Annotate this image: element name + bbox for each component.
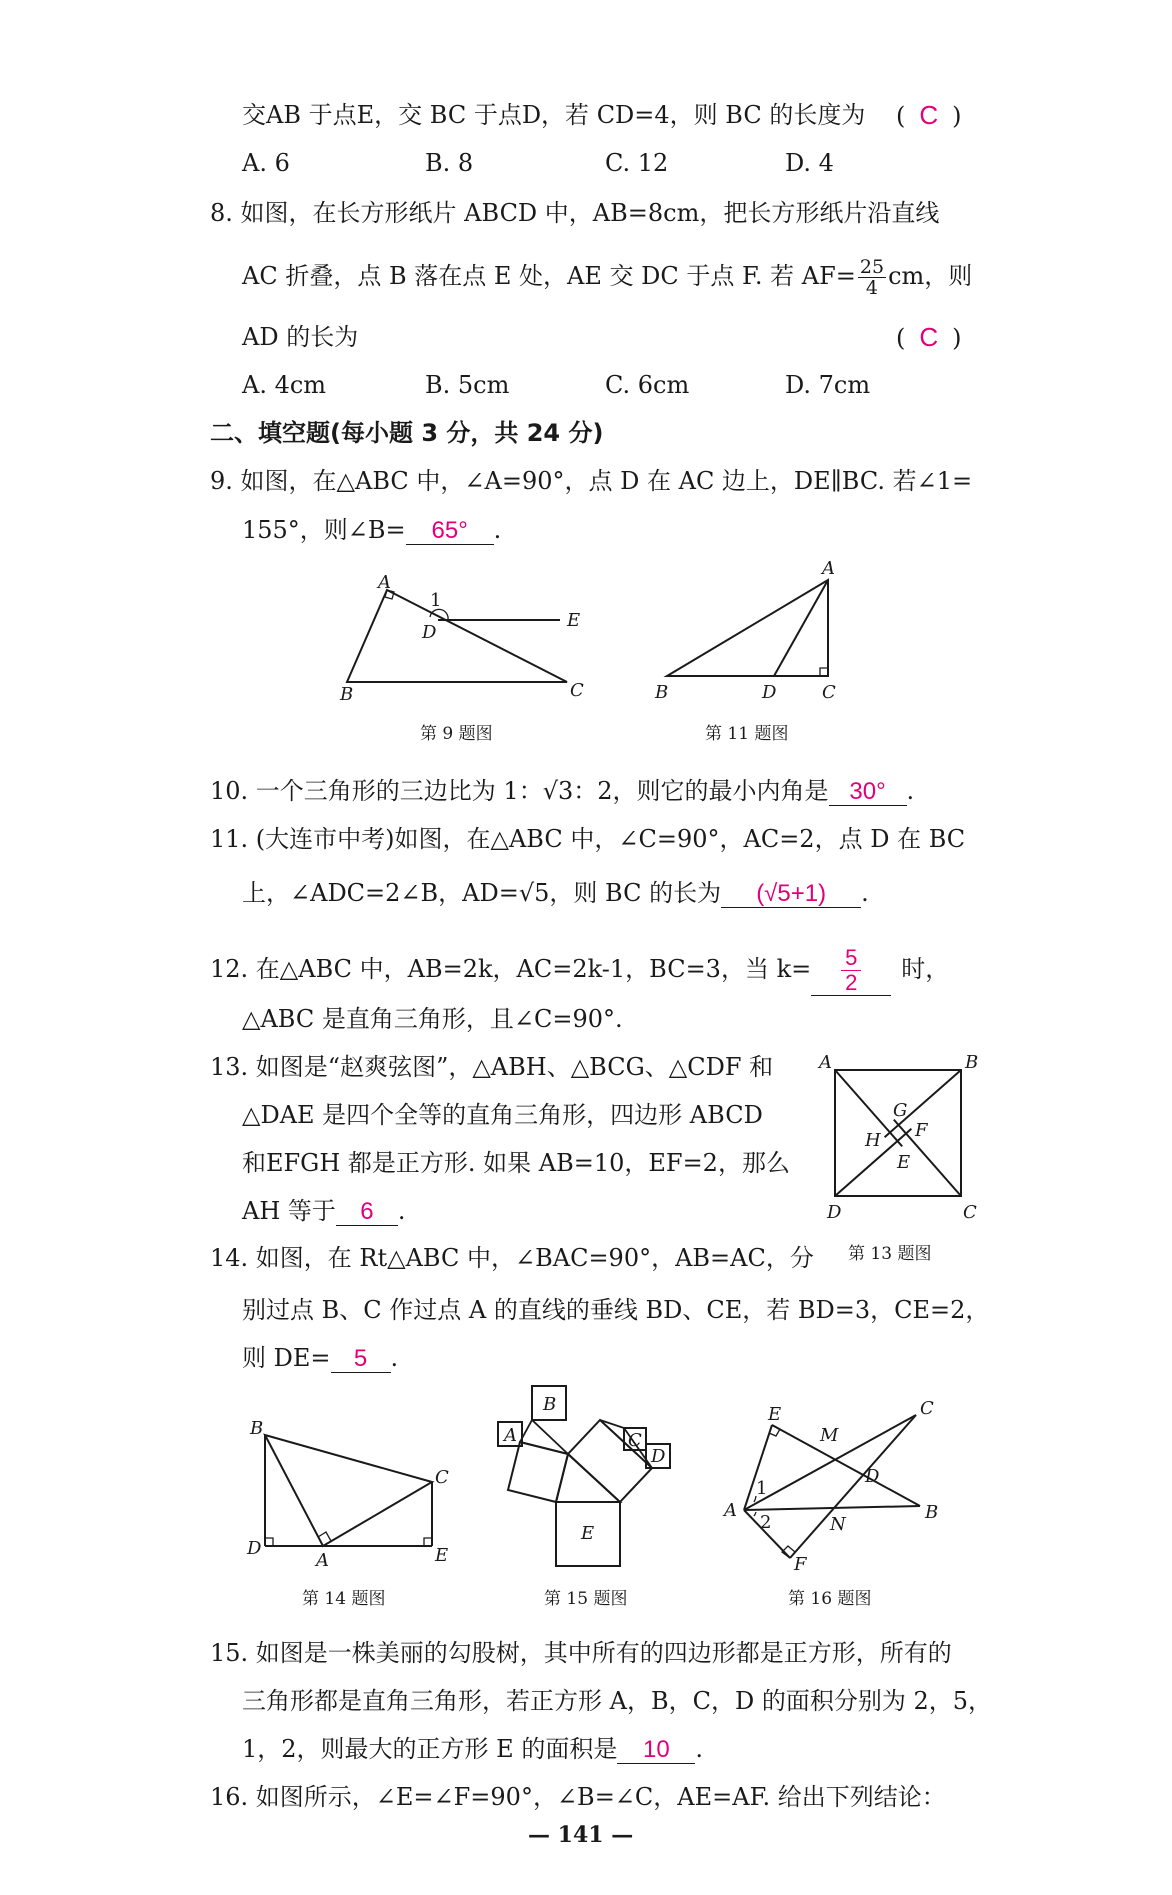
fig13-label-C: C xyxy=(963,1202,977,1223)
q15-line3-post: . xyxy=(695,1735,703,1763)
fig16-label-A: A xyxy=(724,1500,737,1521)
q10-answer: 30° xyxy=(829,779,907,806)
q14-line3 xyxy=(242,1343,398,1373)
q15-line1: 15. 如图是一株美丽的勾股树，其中所有的四边形都是正方形，所有的 xyxy=(210,1639,952,1667)
fig14-label-D: D xyxy=(247,1538,262,1559)
fig15-caption: 第 15 题图 xyxy=(544,1589,628,1609)
fig16-label-B: B xyxy=(925,1502,939,1523)
q12-answer-blank xyxy=(811,944,891,996)
q14-line3-post: . xyxy=(390,1344,399,1372)
q8-line2 xyxy=(242,255,972,298)
fig11-label-A: A xyxy=(822,558,835,579)
q14-line3-pre: 则 DE= xyxy=(242,1344,331,1372)
fig9-label-C: C xyxy=(570,680,584,701)
fig13-label-G: G xyxy=(893,1100,908,1121)
q8-line2-post: cm，则 xyxy=(888,262,973,290)
q7-option-d: D. 4 xyxy=(785,149,834,177)
q9-line2-post: . xyxy=(493,516,502,544)
fig14-label-B: B xyxy=(250,1418,264,1439)
q8-answer-paren: ( C ) xyxy=(896,322,962,352)
q15-line3 xyxy=(242,1734,703,1764)
q8-line3: AD 的长为 xyxy=(242,323,359,351)
fig15-label-D: D xyxy=(651,1446,666,1467)
fig16-caption: 第 16 题图 xyxy=(788,1589,872,1609)
fig11-caption: 第 11 题图 xyxy=(705,724,789,744)
q8-frac-den: 4 xyxy=(865,277,879,299)
q13-line2: △DAE 是四个全等的直角三角形，四边形 ABCD xyxy=(242,1101,763,1129)
q11-answer: (√5+1) xyxy=(721,881,861,908)
fig15-label-C: C xyxy=(628,1430,642,1451)
fig13-label-A: A xyxy=(819,1052,832,1073)
q12-line2: △ABC 是直角三角形，且∠C=90°. xyxy=(242,1005,623,1033)
fig14-label-A: A xyxy=(316,1550,329,1570)
fig16-label-M: M xyxy=(820,1425,839,1446)
q7-option-b: B. 8 xyxy=(425,149,474,177)
fig13-label-D: D xyxy=(827,1202,842,1223)
q7-answer-paren: ( C ) xyxy=(896,100,962,130)
q13-line4 xyxy=(242,1196,406,1226)
fig16-label-1: 1 xyxy=(756,1478,768,1499)
fig13-label-E: E xyxy=(897,1152,911,1173)
q16-line1: 16. 如图所示，∠E=∠F=90°，∠B=∠C，AE=AF. 给出下列结论： xyxy=(210,1783,946,1811)
q13-line4-post: . xyxy=(397,1197,406,1225)
q8-line1: 8. 如图，在长方形纸片 ABCD 中，AB=8cm，把长方形纸片沿直线 xyxy=(210,199,940,227)
q12-ans-num: 5 xyxy=(841,946,861,971)
fig13-label-F: F xyxy=(915,1120,928,1141)
q9-line2-pre: 155°，则∠B= xyxy=(242,516,406,544)
fig16-label-C: C xyxy=(920,1400,934,1419)
figure-11 xyxy=(650,558,870,708)
q15-line2: 三角形都是直角三角形，若正方形 A，B，C，D 的面积分别为 2，5， xyxy=(242,1687,992,1715)
fig9-label-1: 1 xyxy=(430,590,442,611)
fig13-caption: 第 13 题图 xyxy=(848,1244,932,1264)
q8-fraction xyxy=(858,257,886,298)
fig9-label-A: A xyxy=(378,572,391,593)
q10-pre: 10. 一个三角形的三边比为 1：√3：2，则它的最小内角是 xyxy=(210,777,829,805)
q8-option-c: C. 6cm xyxy=(605,371,690,399)
q12-answer-fraction xyxy=(841,946,861,995)
q11-line2 xyxy=(242,878,869,908)
q14-answer: 5 xyxy=(331,1346,391,1373)
figure-13 xyxy=(815,1048,985,1223)
fig11-label-B: B xyxy=(655,682,669,703)
fig11-label-C: C xyxy=(822,682,836,703)
q7-option-a: A. 6 xyxy=(242,149,290,177)
q12-ans-den: 2 xyxy=(845,970,858,995)
fig9-label-E: E xyxy=(567,610,581,631)
figure-15 xyxy=(490,1384,680,1574)
fig16-label-E: E xyxy=(768,1404,782,1425)
q13-line3: 和EFGH 都是正方形. 如果 AB=10，EF=2，那么 xyxy=(242,1149,790,1177)
fig16-label-D: D xyxy=(865,1466,880,1487)
q7-line: 交AB 于点E，交 BC 于点D，若 CD=4，则 BC 的长度为 xyxy=(242,101,866,129)
fig9-label-B: B xyxy=(340,684,354,705)
q7-option-c: C. 12 xyxy=(605,149,669,177)
fig13-label-H: H xyxy=(865,1130,881,1151)
q15-answer: 10 xyxy=(617,1737,695,1764)
q11-line2-post: . xyxy=(861,879,869,907)
q8-option-d: D. 7cm xyxy=(785,371,871,399)
q12-line1-post: 时， xyxy=(901,955,950,983)
q13-line1: 13. 如图是“赵爽弦图”，△ABH、△BCG、△CDF 和 xyxy=(210,1053,774,1081)
q7-answer: C xyxy=(919,100,939,130)
q9-answer: 65° xyxy=(406,518,494,545)
figure-9 xyxy=(330,570,600,710)
fig14-caption: 第 14 题图 xyxy=(302,1589,386,1609)
q12-line1-pre: 12. 在△ABC 中，AB=2k，AC=2k-1，BC=3，当 k= xyxy=(210,955,812,983)
fig15-label-B: B xyxy=(543,1394,557,1415)
q13-line4-pre: AH 等于 xyxy=(242,1197,336,1225)
q13-answer: 6 xyxy=(336,1199,398,1226)
q10-line xyxy=(210,776,914,806)
q10-post: . xyxy=(906,777,915,805)
q15-line3-pre: 1，2，则最大的正方形 E 的面积是 xyxy=(242,1735,618,1763)
fig9-caption: 第 9 题图 xyxy=(420,724,493,744)
q14-line2: 别过点 B、C 作过点 A 的直线的垂线 BD、CE，若 BD=3，CE=2， xyxy=(242,1296,990,1324)
q8-answer: C xyxy=(919,322,939,352)
q11-line2-pre: 上，∠ADC=2∠B，AD=√5，则 BC 的长为 xyxy=(242,879,722,907)
fig15-label-E: E xyxy=(581,1523,595,1544)
fig9-label-D: D xyxy=(422,622,437,643)
fig16-label-N: N xyxy=(830,1514,846,1535)
fig15-label-A: A xyxy=(504,1425,517,1446)
figure-14 xyxy=(242,1410,462,1570)
q8-frac-num: 25 xyxy=(859,256,885,278)
q8-line2-pre: AC 折叠，点 B 落在点 E 处，AE 交 DC 于点 F. 若 AF= xyxy=(242,262,856,290)
fig16-label-2: 2 xyxy=(760,1512,772,1533)
q9-line1: 9. 如图，在△ABC 中，∠A=90°，点 D 在 AC 边上，DE∥BC. 若∠1= xyxy=(210,467,973,495)
section-heading: 二、填空题(每小题 3 分，共 24 分) xyxy=(210,419,604,447)
q11-line1: 11. (大连市中考)如图，在△ABC 中，∠C=90°，AC=2，点 D 在 BC xyxy=(210,825,966,853)
fig14-label-C: C xyxy=(435,1467,449,1488)
fig11-label-D: D xyxy=(762,682,777,703)
fig14-label-E: E xyxy=(435,1545,449,1566)
fig13-label-B: B xyxy=(965,1052,979,1073)
q8-option-b: B. 5cm xyxy=(425,371,510,399)
page-number: — 141 — xyxy=(528,1822,634,1848)
q8-option-a: A. 4cm xyxy=(242,371,327,399)
q14-line1: 14. 如图，在 Rt△ABC 中，∠BAC=90°，AB=AC，分 xyxy=(210,1244,814,1272)
q12-line1 xyxy=(210,944,949,996)
q9-line2 xyxy=(242,515,501,545)
fig16-label-F: F xyxy=(794,1554,807,1570)
figure-16 xyxy=(720,1400,950,1570)
